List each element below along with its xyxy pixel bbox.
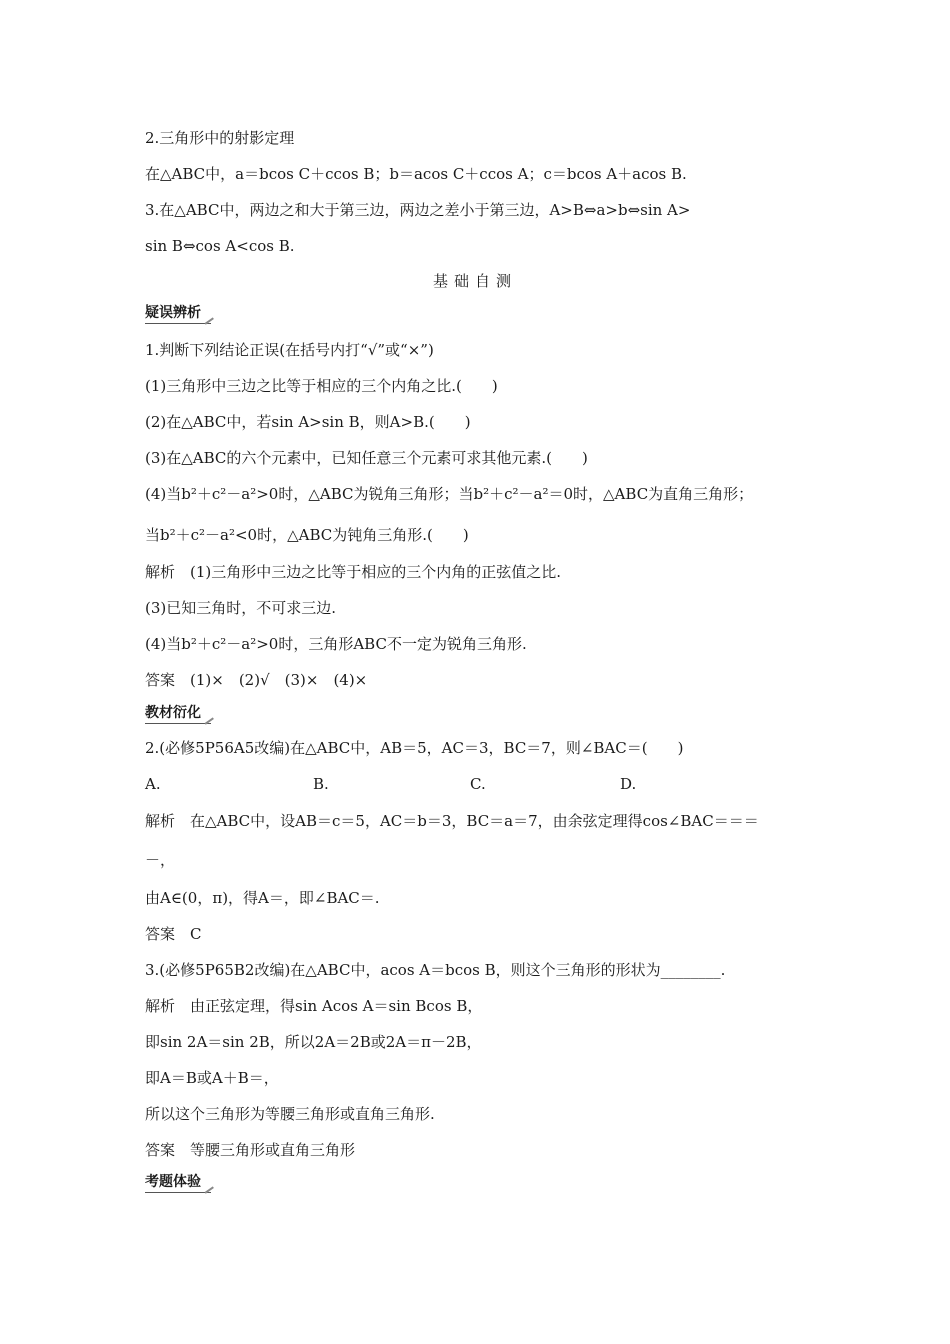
solution-1-line-3: (4)当b²＋c²－a²>0时，三角形ABC不一定为锐角三角形.: [145, 635, 527, 653]
solution-1-line-2: (3)已知三角时，不可求三边.: [145, 599, 337, 617]
question-1-stem: 1.判断下列结论正误(在括号内打“√”或“×”): [145, 341, 434, 359]
answer-2: 答案 C: [145, 925, 202, 943]
option-d: D.: [620, 775, 637, 793]
section-tag-misconceptions: 疑误辨析: [145, 303, 211, 324]
section-tag-exam: 考题体验: [145, 1172, 211, 1193]
solution-3-line-1: 解析 由正弦定理，得sin Acos A＝sin Bcos B，: [145, 997, 483, 1015]
solution-3-line-3: 即A＝B或A＋B＝，: [145, 1069, 279, 1087]
answer-1: 答案 (1)× (2)√ (3)× (4)×: [145, 671, 368, 689]
section-tag-textbook: 教材衍化: [145, 703, 211, 724]
option-a: A.: [145, 775, 161, 793]
question-1-item-2: (2)在△ABC中，若sin A>sin B，则A>B.( ): [145, 413, 471, 431]
option-c: C.: [470, 775, 486, 793]
triangle-property-continued: sin B⇔cos A<cos B.: [145, 237, 295, 255]
solution-3-line-4: 所以这个三角形为等腰三角形或直角三角形.: [145, 1105, 435, 1123]
solution-2-line-1: 解析 在△ABC中，设AB＝c＝5，AC＝b＝3，BC＝a＝7，由余弦定理得cos∠BAC＝＝＝: [145, 812, 759, 830]
question-1-item-4-continued: 当b²＋c²－a²<0时，△ABC为钝角三角形.( ): [145, 526, 469, 544]
question-1-item-1: (1)三角形中三边之比等于相应的三个内角之比.( ): [145, 377, 498, 395]
section-heading: 基础自测: [432, 272, 517, 290]
question-2-stem: 2.(必修5P56A5改编)在△ABC中，AB＝5，AC＝3，BC＝7，则∠BAC＝( ): [145, 739, 684, 757]
solution-3-line-2: 即sin 2A＝sin 2B，所以2A＝2B或2A＝π－2B，: [145, 1033, 482, 1051]
question-3-stem: 3.(必修5P65B2改编)在△ABC中，acos A＝bcos B，则这个三角形的形状为________.: [145, 961, 726, 979]
solution-2-line-3: 由A∈(0，π)，得A＝，即∠BAC＝.: [145, 889, 380, 907]
question-1-item-4: (4)当b²＋c²－a²>0时，△ABC为锐角三角形；当b²＋c²－a²＝0时，△ABC为直角三角形；: [145, 485, 754, 503]
projection-theorem-heading: 2.三角形中的射影定理: [145, 129, 295, 147]
question-1-item-3: (3)在△ABC的六个元素中，已知任意三个元素可求其他元素.( ): [145, 449, 588, 467]
triangle-property-line: 3.在△ABC中，两边之和大于第三边，两边之差小于第三边，A>B⇔a>b⇔sin A>: [145, 201, 691, 219]
solution-2-line-2: －，: [145, 851, 176, 869]
answer-3: 答案 等腰三角形或直角三角形: [145, 1141, 356, 1159]
option-b: B.: [313, 775, 329, 793]
projection-theorem-formula: 在△ABC中，a＝bcos C＋ccos B；b＝acos C＋ccos A；c＝bcos A＋acos B.: [145, 165, 687, 183]
solution-1-line-1: 解析 (1)三角形中三边之比等于相应的三个内角的正弦值之比.: [145, 563, 562, 581]
